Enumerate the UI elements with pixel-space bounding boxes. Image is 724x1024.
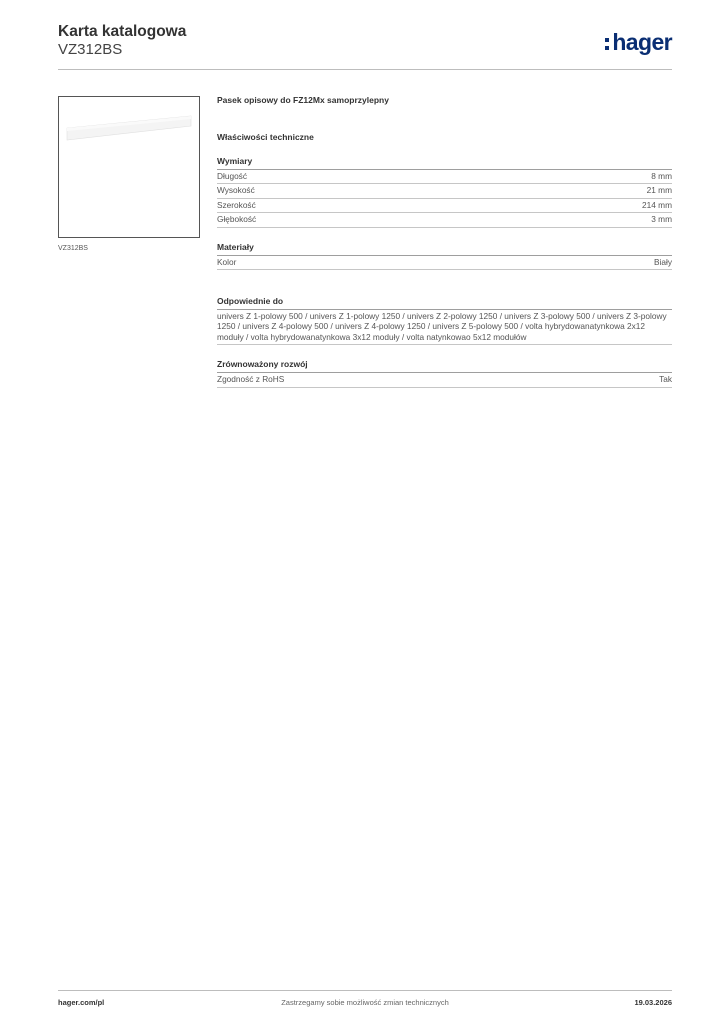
row-value: Biały xyxy=(654,256,672,267)
dimensions-title: Wymiary xyxy=(217,156,672,170)
row-value: 8 mm xyxy=(651,171,672,181)
logo-text: hager xyxy=(612,28,672,55)
row-label: Długość xyxy=(217,171,247,181)
row-value: 214 mm xyxy=(642,199,672,210)
materials-section xyxy=(217,242,672,270)
footer-date: 19.03.2026 xyxy=(634,998,672,1007)
row-value: Tak xyxy=(659,374,672,385)
page-header xyxy=(58,20,672,66)
image-caption: VZ312BS xyxy=(58,245,88,252)
dimension-row-width xyxy=(217,199,672,213)
product-image xyxy=(65,115,193,141)
header-divider xyxy=(58,69,672,70)
product-name: Pasek opisowy do FZ12Mx samoprzylepny xyxy=(217,95,389,105)
row-value: 21 mm xyxy=(646,185,672,196)
sustainability-title: Zrównoważony rozwój xyxy=(217,359,672,373)
dimension-row-height xyxy=(217,184,672,198)
footer-divider xyxy=(58,990,672,991)
product-details xyxy=(217,95,672,402)
rohs-row xyxy=(217,373,672,387)
product-code: VZ312BS xyxy=(58,41,123,58)
footer-website-link[interactable]: hager.com/pl xyxy=(58,998,105,1007)
row-label: Wysokość xyxy=(217,185,255,196)
row-label: Szerokość xyxy=(217,199,256,210)
document-title: Karta katalogowa xyxy=(58,23,187,40)
suitable-for-text: univers Z 1-polowy 500 / univers Z 1-polowy 1250 / univers Z 2-polowy 1250 / univers Z 3-polowy 500 / univers Z 3-polowy 1250 / univers Z 4-polowy 500 / univers Z 4-polowy 1250 / univers Z 5-polowy 500 / volta hybrydowanatynkowa 2x12 moduły / volta hybrydowanatynkowa 3x12 moduły / volta natynkowao 5x12 modułów xyxy=(217,310,672,345)
dimension-row-depth xyxy=(217,213,672,227)
suitable-for-title: Odpowiednie do xyxy=(217,296,672,310)
row-label: Kolor xyxy=(217,256,237,267)
product-image-frame xyxy=(58,96,200,238)
row-value: 3 mm xyxy=(651,214,672,225)
logo-dots-icon xyxy=(605,38,609,50)
row-label: Głębokość xyxy=(217,214,257,225)
dimension-row-length xyxy=(217,170,672,184)
material-row-color xyxy=(217,256,672,270)
footer-disclaimer: Zastrzegamy sobie możliwość zmian technicznych xyxy=(281,998,449,1007)
hager-logo xyxy=(605,28,672,56)
dimensions-section xyxy=(217,156,672,228)
sustainability-section xyxy=(217,359,672,387)
suitable-for-section xyxy=(217,296,672,345)
technical-properties-heading: Właściwości techniczne xyxy=(217,132,314,142)
materials-title: Materiały xyxy=(217,242,672,256)
row-label: Zgodność z RoHS xyxy=(217,374,285,385)
